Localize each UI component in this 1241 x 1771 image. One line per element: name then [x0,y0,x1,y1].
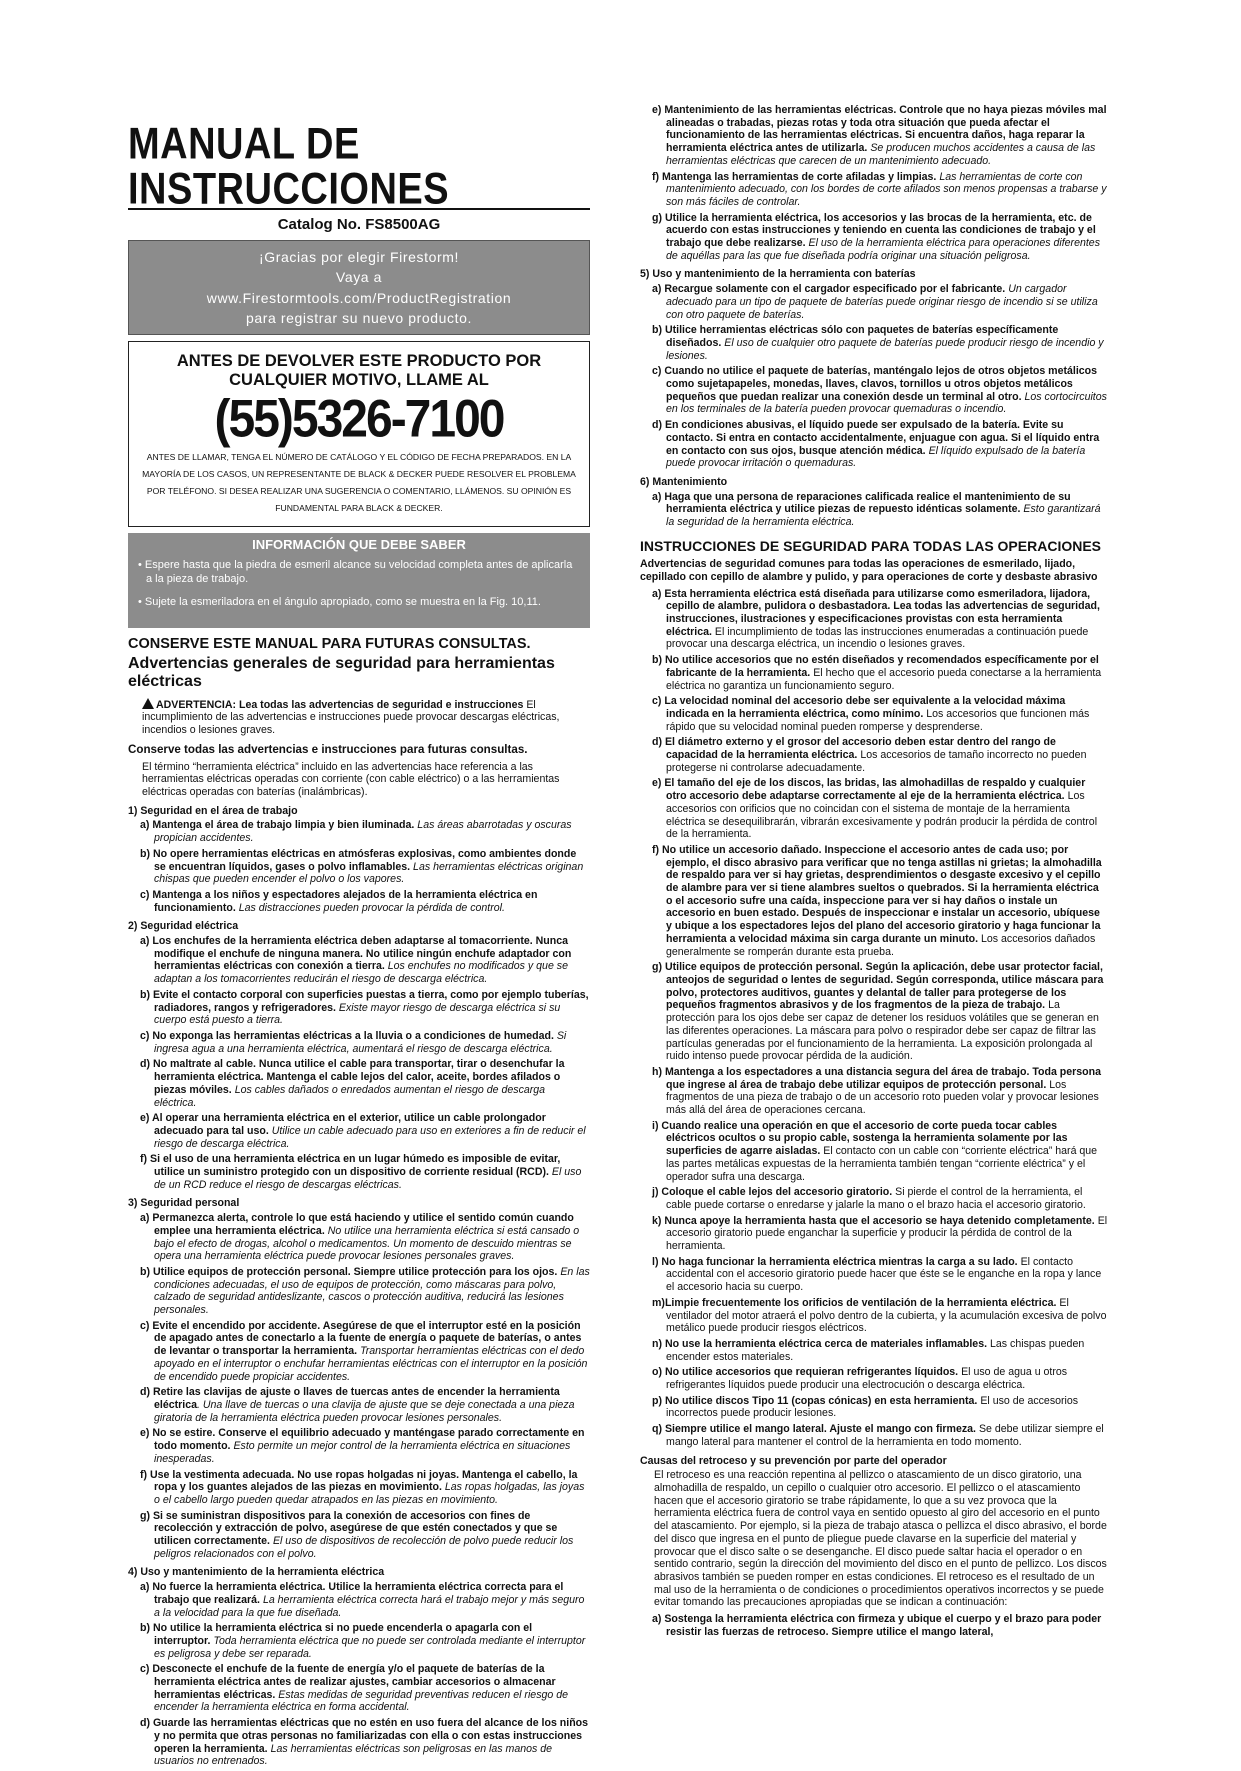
item-italic: . Una llave de tuercas o una clavija de ajuste que se deje conectada a una pieza giratoria de la herramienta eléctrica pueden provocar lesiones personales. [154,1398,575,1424]
item-bold: g) Utilice la herramienta eléctrica, los accesorios y las brocas de la herramienta, etc. de acuerdo con estas instrucciones y teniendo en cuenta las condiciones de trabajo y el trabajo que debe realizarse. [652,211,1096,250]
item-italic: En las condiciones adecuadas, el uso de equipos de protección, como máscaras para polvo, calzado de seguridad antideslizante, cascos o protección auditiva, reducirá las lesiones personales. [154,1265,590,1317]
list-item [640,212,1108,263]
warning-paragraph [128,698,590,737]
list-item [128,889,590,914]
item-bold: g) Si se suministran dispositivos para la conexión de accesorios con fines de recolección y extracción de polvo, asegúrese de que estén conectados y que se utilicen correctamente. [140,1509,558,1548]
right-column [640,104,1108,1641]
item-text: Los accesorios dañados generalmente se romperán durante esta prueba. [666,932,1096,958]
item-bold: c) Cuando no utilice el paquete de baterías, manténgalo lejos de otros objetos metálicos como sujetapapeles, monedas, llaves, clavos, tornillos u otros objetos metálicos pequeños que puedan realizar una conexión desde un terminal al otro. [652,365,1098,403]
list-item [128,1469,590,1507]
item-bold: c) No exponga las herramientas eléctricas a la lluvia o a condiciones de humedad. [140,1030,554,1042]
item-bold: b) No utilice accesorios que no estén diseñados y recomendados específicamente por el fabricante de la herramienta. [652,654,1099,679]
manual-title: MANUAL DE INSTRUCCIONES [128,119,450,215]
phone-number: (55)5326-7100 [214,390,504,449]
list-item [640,1215,1108,1253]
operations-subtitle [640,558,1108,583]
item-text: Se debe utilizar siempre el mango lateral para mantener el control de la herramienta en todo momento. [666,1423,1104,1448]
item-italic: Utilice un cable adecuado para uso en exteriores a fin de reducir el riesgo de descarga eléctrica. [154,1124,586,1150]
item-bold: d) Retire las clavijas de ajuste o llaves de tuercas antes de encender la herramienta eléctrica [140,1386,560,1411]
item-text: Los accesorios de tamaño incorrecto no pueden protegerse ni controlarse adecuadamente. [666,749,1087,774]
list-item [128,935,590,986]
section-heading: 5) Uso y mantenimiento de la herramienta con baterías [640,268,916,281]
item-bold: g) Utilice equipos de protección personal. Según la aplicación, debe usar protector facial, anteojos de seguridad o lentes de seguridad. Según corresponda, utilice máscara para polvo, protectores auditivos, guantes y delantal de taller para protegerse de los pequeños fragmentos abrasivos y de los fragmentos de la pieza de trabajo. [652,961,1104,1012]
item-italic: Los enchufes no modificados y que se adaptan a los tomacorrientes reducirán el riesgo de descarga eléctrica. [154,960,568,986]
list-item [128,1427,590,1465]
list-item [640,419,1108,470]
item-bold: b) Utilice equipos de protección personal. Siempre utilice protección para los ojos. [140,1265,558,1278]
info-bullet: • Espere hasta que la piedra de esmeril alcance su velocidad completa antes de aplicarla a la pieza de trabajo. [138,558,573,585]
item-bold: a) Los enchufes de la herramienta eléctrica deben adaptarse al tomacorriente. Nunca modifique el enchufe de ninguna manera. No utilice ningún enchufe adaptador con herramientas eléctricas con conexión a tierra. [140,935,572,973]
warning-triangle-icon [142,698,154,709]
section-heading: 4) Uso y mantenimiento de la herramienta eléctrica [128,1566,385,1579]
kickback-paragraph: El retroceso es una reacción repentina al pellizco o atascamiento de un disco giratorio, una almohadilla de respaldo, un cepillo o cualquier otro accesorio. El pellizco o el atascamiento hacen que el accesorio giratorio se trabe rápidamente, lo que a su vez provoca que la herramienta eléctrica fuera de control vaya en sentido opuesto al giro del accesorio en el punto del atascamiento. Por ejemplo, si la pieza de trabajo atasca o pellizca el disco abrasivo, el borde del disco que ingresa en el punto de pliegue puede clavarse en la superficie del material y provocar que el disco salte o se desenganche. El disco puede saltar hacia el operador o en sentido contrario, según la dirección del movimiento del disco en el punto de pellizco. Los discos abrasivos también se pueden romper en estas condiciones. El retroceso es el resultado de un mal uso de la herramienta o de condiciones o procedimientos operativos incorrectos y se puede evitar tomando las precauciones apropiadas que se indican a continuación: [654,1469,1107,1609]
list-item [640,736,1108,774]
item-bold: i) Cuando realice una operación en que el accesorio de corte pueda tocar cables eléctricos ocultos o su propio cable, sostenga la herramienta solamente por las superficies de agarre aisladas. [652,1119,1068,1158]
item-bold: d) No maltrate al cable. Nunca utilice el cable para transportar, tirar o desenchufar la herramienta eléctrica. Mantenga el cable lejos del calor, aceite, bordes afilados o piezas móviles. [140,1058,565,1096]
info-box [128,533,590,629]
info-title: INFORMACIÓN QUE DEBE SABER [252,536,466,552]
item-bold: h) Mantenga a los espectadores a una distancia segura del área de trabajo. Toda persona que ingrese al área de trabajo debe utilizar equipos de protección personal. [652,1065,1101,1091]
item-italic: El uso de cualquier otro paquete de baterías puede producir riesgo de incendio y lesiones. [666,336,1104,362]
item-bold: a) Recargue solamente con el cargador especificado por el fabricante. [652,283,1006,296]
info-bullet: • Sujete la esmeriladora en el ángulo apropiado, como se muestra en la Fig. 10,11. [138,596,541,609]
list-item [128,989,590,1027]
item-bold: m)Limpie frecuentemente los orificios de ventilación de la herramienta eléctrica. [652,1296,1057,1309]
item-bold: b) No utilice la herramienta eléctrica si no puede encenderla o apagarla con el interruptor. [140,1622,533,1647]
item-italic: Esto garantizará la seguridad de la herramienta eléctrica. [666,503,1101,529]
item-italic: Transportar herramientas eléctricas con el dedo apoyado en el interruptor o enchufar herramientas eléctricas con el interruptor en la posición de encendido puede propiciar accidentes. [154,1345,588,1383]
item-bold: j) Coloque el cable lejos del accesorio giratorio. [652,1186,893,1199]
operations-title: INSTRUCCIONES DE SEGURIDAD PARA TODAS LAS OPERACIONES [640,537,1102,554]
list-item [128,819,590,844]
item-italic: Existe mayor riesgo de descarga eléctrica si su cuerpo está puesto a tierra. [154,1001,561,1027]
visit-line: Vaya a [335,269,383,286]
list-item [640,171,1108,209]
list-item [640,654,1108,692]
item-italic: Estas medidas de seguridad preventivas reducen el riesgo de encender la herramienta eléctrica en forma accidental. [154,1688,569,1714]
list-item [128,1058,590,1109]
item-italic: Un cargador adecuado para un tipo de paquete de baterías puede originar riesgo de incendio si se utiliza con otro paquete de baterías. [666,283,1098,321]
registration-box [128,240,590,335]
item-text: Los accesorios que funcionen más rápido que su velocidad nominal pueden romperse y desprenderse. [666,707,1090,733]
item-bold: e) Al operar una herramienta eléctrica en el exterior, utilice un cable prolongador adecuado para tal uso. [140,1112,546,1137]
item-bold: b) Evite el contacto corporal con superficies puestas a tierra, como por ejemplo tuberías, radiadores, rangos y refrigeradores. [140,988,589,1014]
list-item [640,777,1108,841]
list-item [128,1320,590,1384]
list-item [640,1120,1108,1184]
item-text: El ventilador del motor atraerá el polvo dentro de la cubierta, y la acumulación excesiva de polvo metálico puede producir riesgos eléctricos. [666,1296,1107,1335]
item-text: El contacto accidental con el accesorio giratorio puede hacer que éste se le enganche en la ropa y lance el accesorio hacia su cuerpo. [666,1255,1102,1294]
list-item [128,1510,590,1561]
list-item [640,365,1108,416]
call-box [128,341,590,526]
item-bold: a) Permanezca alerta, controle lo que está haciendo y utilice el sentido común cuando emplee una herramienta eléctrica. [140,1212,574,1237]
item-italic: Las ropas holgadas, las joyas o el cabello largo pueden quedar atrapados en las piezas en movimiento. [154,1481,585,1506]
item-bold: e) El tamaño del eje de los discos, las bridas, las almohadillas de respaldo y cualquier otro accesorio debe adaptarse correctamente al eje de la herramienta eléctrica. [652,777,1086,803]
item-bold: o) No utilice accesorios que requieran refrigerantes líquidos. [652,1366,959,1379]
section-title: Advertencias generales de seguridad para herramientas eléctricas [128,654,555,691]
section-heading: 6) Mantenimiento [640,475,728,488]
list-item [640,104,1108,168]
list-item [640,588,1108,652]
item-bold: k) Nunca apoye la herramienta hasta que el accesorio se haya detenido completamente. [652,1214,1095,1227]
item-italic: Los cables dañados o enredados aumentan el riesgo de descarga eléctrica. [154,1083,546,1109]
item-bold: a) Haga que una persona de reparaciones calificada realice el mantenimiento de su herramienta eléctrica y utilice piezas de repuesto idénticas solamente. [652,490,1071,516]
item-bold: l) No haga funcionar la herramienta eléctrica mientras la carga a su lado. [652,1255,1018,1268]
register-line: para registrar su nuevo producto. [245,309,473,326]
item-bold: e) Mantenimiento de las herramientas eléctricas. Controle que no haya piezas móviles mal alineadas o trabadas, piezas rotas y toda otra situación que pueda afectar el funcionamiento de las herramientas eléctricas. Si encuentra daños, haga reparar la herramienta eléctrica antes de utilizarla. [652,104,1107,155]
item-text: El uso de agua u otros refrigerantes líquidos puede producir una electrocución o descarga eléctrica. [666,1366,1068,1392]
list-item [640,1256,1108,1294]
item-italic: No utilice una herramienta eléctrica si está cansado o bajo el efecto de drogas, alcohol o medicamentos. Un momento de descuido mientras se opera una herramienta eléctrica puede provocar lesiones personales graves. [154,1224,580,1263]
list-item [640,844,1108,958]
item-bold: d) Guarde las herramientas eléctricas que no estén en uso fuera del alcance de los niños y no permita que otras personas no familiarizadas con ella o con estas instrucciones operen la herramienta. [140,1717,589,1755]
item-bold: a) No fuerce la herramienta eléctrica. Utilice la herramienta eléctrica correcta para el trabajo que realizará. [140,1581,564,1606]
thanks-line: ¡Gracias por elegir Firestorm! [258,249,460,265]
item-italic: Los cortocircuitos en los terminales de la batería pueden provocar quemaduras o incendio. [666,390,1107,416]
list-item [640,1423,1108,1448]
registration-url[interactable]: www.Firestormtools.com/ProductRegistration [206,289,512,306]
left-column [128,104,590,1771]
list-item [640,1613,1108,1638]
list-item [128,1663,590,1714]
item-bold: b) Utilice herramientas eléctricas sólo con paquetes de baterías específicamente diseñados. [652,324,1059,349]
item-bold: f) No utilice un accesorio dañado. Inspeccione el accesorio antes de cada uso; por ejemplo, el disco abrasivo para verificar que no tenga astillas ni grietas; la almohadilla de respaldo para ver si hay grietas, desprendimientos o desgaste excesivo y el cepillo de alambre para ver si tiene alambres sueltos o quebrados. Si la herramienta eléctrica o el accesorio sufre una caída, inspeccione para ver si hay daños o instale un accesorio en buen estado. Después de inspeccionar e instalar un accesorio, ubíquese y ubique a los espectadores lejos del plano del accesorio giratorio y haga funcionar la herramienta a velocidad máxima sin carga durante un minuto. [652,843,1102,945]
term-paragraph: El término “herramienta eléctrica” incluido en las advertencias hace referencia a las herramientas eléctricas operadas con corriente (con cable eléctrico) o a las herramientas eléctricas operadas con baterías (inalámbricas). [142,760,560,799]
item-italic: Las distracciones pueden provocar la pérdida de control. [238,901,505,914]
section-heading: 3) Seguridad personal [128,1197,240,1210]
item-bold: f) Mantenga las herramientas de corte afiladas y limpias. [652,170,937,183]
item-bold: a) Mantenga el área de trabajo limpia y bien iluminada. [140,819,415,832]
item-italic: El uso de dispositivos de recolección de polvo puede reducir los peligros relacionados con el polvo. [154,1535,574,1560]
warning-text: El incumplimiento de las advertencias e instrucciones puede provocar descargas eléctricas, incendios o lesiones graves. [142,698,560,737]
item-italic: El uso de un RCD reduce el riesgo de descargas eléctricas. [154,1166,582,1191]
list-item [640,283,1108,321]
item-bold: p) No utilice discos Tipo 11 (copas cónicas) en esta herramienta. [652,1394,978,1407]
list-item [640,1066,1108,1117]
item-text: Las chispas pueden encender estos materiales. [666,1337,1085,1363]
list-item [640,1366,1108,1391]
call-notice: ANTES DE LLAMAR, TENGA EL NÚMERO DE CATÁLOGO Y EL CÓDIGO DE FECHA PREPARADOS. EN LA MAYORÍA DE LOS CASOS, UN REPRESENTANTE DE BLACK & DECKER PUEDE RESOLVER EL PROBLEMA POR TELÉFONO. SI DESEA REALIZAR UNA SUGERENCIA O COMENTARIO, LLÁMENOS. SU OPINIÓN ES FUNDAMENTAL PARA BLACK & DECKER. [142,451,576,514]
item-bold: e) No se estire. Conserve el equilibrio adecuado y manténgase parado correctamente en todo momento. [140,1427,585,1453]
item-text: El accesorio giratorio puede enganchar la superficie y producir la pérdida de control de la herramienta. [666,1214,1108,1253]
list-item [128,848,590,886]
list-item [640,961,1108,1063]
item-bold: f) Use la vestimenta adecuada. No use ropas holgadas ni joyas. Mantenga el cabello, la ropa y los guantes alejados de las piezas en movimiento. [140,1468,578,1494]
item-text: Los fragmentos de una pieza de trabajo o de un accesorio roto pueden volar y provocar lesiones más allá del área de operaciones cercana. [666,1078,1099,1117]
item-text: El incumplimiento de todas las instrucciones enumeradas a continuación puede provocar una descarga eléctrica, un incendio o lesiones graves. [666,625,1089,651]
item-text: Si pierde el control de la herramienta, el cable puede cortarse o enredarse y jalarle la mano o el brazo hacia el accesorio giratorio. [666,1186,1086,1211]
item-bold: a) Sostenga la herramienta eléctrica con firmeza y ubique el cuerpo y el brazo para poder resistir las fuerzas de retroceso. Siempre utilice el mango lateral, [652,1613,1102,1638]
item-bold: b) No opere herramientas eléctricas en atmósferas explosivas, como ambientes donde se encuentran líquidos, gases o polvo inflamables. [140,847,577,873]
item-bold: f) Si el uso de una herramienta eléctrica en un lugar húmedo es imposible de evitar, utilice un suministro protegido con un dispositivo de corriente residual (RCD). [140,1153,561,1179]
call-heading: ANTES DE DEVOLVER ESTE PRODUCTO POR CUALQUIER MOTIVO, LLAME AL [176,352,542,390]
conserve-heading: CONSERVE ESTE MANUAL PARA FUTURAS CONSULTAS. [128,636,531,653]
item-text: Los accesorios con orificios que no coincidan con el sistema de montaje de la herramienta eléctrica se desequilibrarán, vibrarán excesivamente y podrán producir la pérdida de control de la herramienta. [666,790,1098,841]
list-item [128,1212,590,1263]
list-item [128,1622,590,1660]
conserve-subheading: Conserve todas las advertencias e instrucciones para futuras consultas. [128,742,528,756]
list-item [128,1112,590,1150]
item-italic: Las herramientas eléctricas originan chispas que pueden encender el polvo o los vapores. [154,860,584,886]
list-item [640,1395,1108,1420]
item-bold: d) En condiciones abusivas, el líquido puede ser expulsado de la batería. Evite su contacto. Si entra en contacto accidentalmente, enjuague con agua. Si el líquido entra en contacto con sus ojos, busque atención médica. [652,419,1100,457]
list-item [640,1338,1108,1363]
item-italic: El líquido expulsado de la batería puede provocar irritación o quemaduras. [666,444,1086,470]
item-text: El hecho que el accesorio pueda conectarse a la herramienta eléctrica no garantiza un funcionamiento seguro. [666,666,1102,692]
list-item [640,695,1108,733]
item-italic: Las herramientas eléctricas son peligrosas en las manos de usuarios no entrenados. [154,1742,553,1768]
item-italic: Las áreas abarrotadas y oscuras propician accidentes. [154,819,572,845]
warning-label: ADVERTENCIA: Lea todas las advertencias de seguridad e instrucciones [156,698,524,711]
list-item [128,1153,590,1191]
item-bold: d) El diámetro externo y el grosor del accesorio deben estar dentro del rango de capacidad de la herramienta eléctrica. [652,736,1056,762]
item-bold: q) Siempre utilice el mango lateral. Ajuste el mango con firmeza. [652,1423,976,1436]
item-italic: La herramienta eléctrica correcta hará el trabajo mejor y más seguro a la velocidad para la que fue diseñada. [154,1593,585,1619]
kickback-heading: Causas del retroceso y su prevención por parte del operador [640,1454,947,1467]
item-bold: c) Mantenga a los niños y espectadores alejados de la herramienta eléctrica en funcionamiento. [140,888,538,914]
list-item [128,1717,590,1768]
item-text: El contacto con un cable con “corriente eléctrica” hará que las partes metálicas expuestas de la herramienta también tengan “corriente eléctrica” y el operador sufra una descarga. [666,1145,1098,1183]
list-item [640,324,1108,362]
item-italic: Si ingresa agua a una herramienta eléctrica, aumentará el riesgo de descarga eléctrica. [154,1030,567,1055]
section-heading: 2) Seguridad eléctrica [128,920,239,933]
item-bold: n) No use la herramienta eléctrica cerca de materiales inflamables. [652,1337,988,1350]
list-item [640,1297,1108,1335]
item-italic: El uso de la herramienta eléctrica para operaciones diferentes de aquéllas para las que fue diseñada podría originar una situación peligrosa. [666,237,1100,262]
item-italic: Esto permite un mejor control de la herramienta eléctrica en situaciones inesperadas. [154,1440,571,1465]
list-item [128,1386,590,1424]
item-bold: c) Desconecte el enchufe de la fuente de energía y/o el paquete de baterías de la herramienta eléctrica antes de realizar ajustes, cambiar accesorios o almacenar herramientas eléctricas. [140,1663,556,1701]
list-item [128,1030,590,1055]
item-text: La protección para los ojos debe ser capaz de detener los residuos volátiles que se generan en las diferentes operaciones. La máscara para polvo o respirador debe ser capaz de filtrar las partículas generadas por el funcionamiento de la herramienta. La exposición prolongada al ruido intenso puede provocar pérdida de la audición. [666,999,1099,1063]
item-bold: a) Esta herramienta eléctrica está diseñada para utilizarse como esmeriladora, lijadora, cepillo de alambre, pulidora o desbastadora. Lea todas las advertencias de seguridad, instrucciones, ilustraciones y especificaciones provistas con esta herramienta eléctrica. [652,587,1100,638]
item-italic: Se producen muchos accidentes a causa de las herramientas eléctricas que carecen de un mantenimiento adecuado. [666,142,1096,167]
list-item [640,491,1108,529]
item-italic: Las herramientas de corte con mantenimiento adecuado, con los bordes de corte afilados son menos propensas a trabarse y son más fáciles de controlar. [666,170,1107,208]
section-heading: 1) Seguridad en el área de trabajo [128,804,298,817]
catalog-number: Catalog No. FS8500AG [277,216,441,233]
item-bold: c) La velocidad nominal del accesorio debe ser equivalente a la velocidad máxima indicada en la herramienta eléctrica, como mínimo. [652,695,1066,720]
item-italic: Toda herramienta eléctrica que no puede ser controlada mediante el interruptor es peligrosa y debe ser reparada. [154,1634,586,1660]
list-item [128,1581,590,1619]
list-item [640,1186,1108,1211]
list-item [128,1266,590,1317]
item-bold: c) Evite el encendido por accidente. Asegúrese de que el interruptor esté en la posición de apagado antes de conectarlo a la fuente de energía o paquete de baterías, o antes de levantar o transportar la herramienta. [140,1319,582,1358]
item-text: El uso de accesorios incorrectos puede producir lesiones. [666,1394,1079,1420]
operations-subtitle-text: Advertencias de seguridad comunes para todas las operaciones de esmerilado, lijado, cepillado con cepillo de alambre y pulido, y para operaciones de corte y desbaste abrasivo [640,558,1098,583]
